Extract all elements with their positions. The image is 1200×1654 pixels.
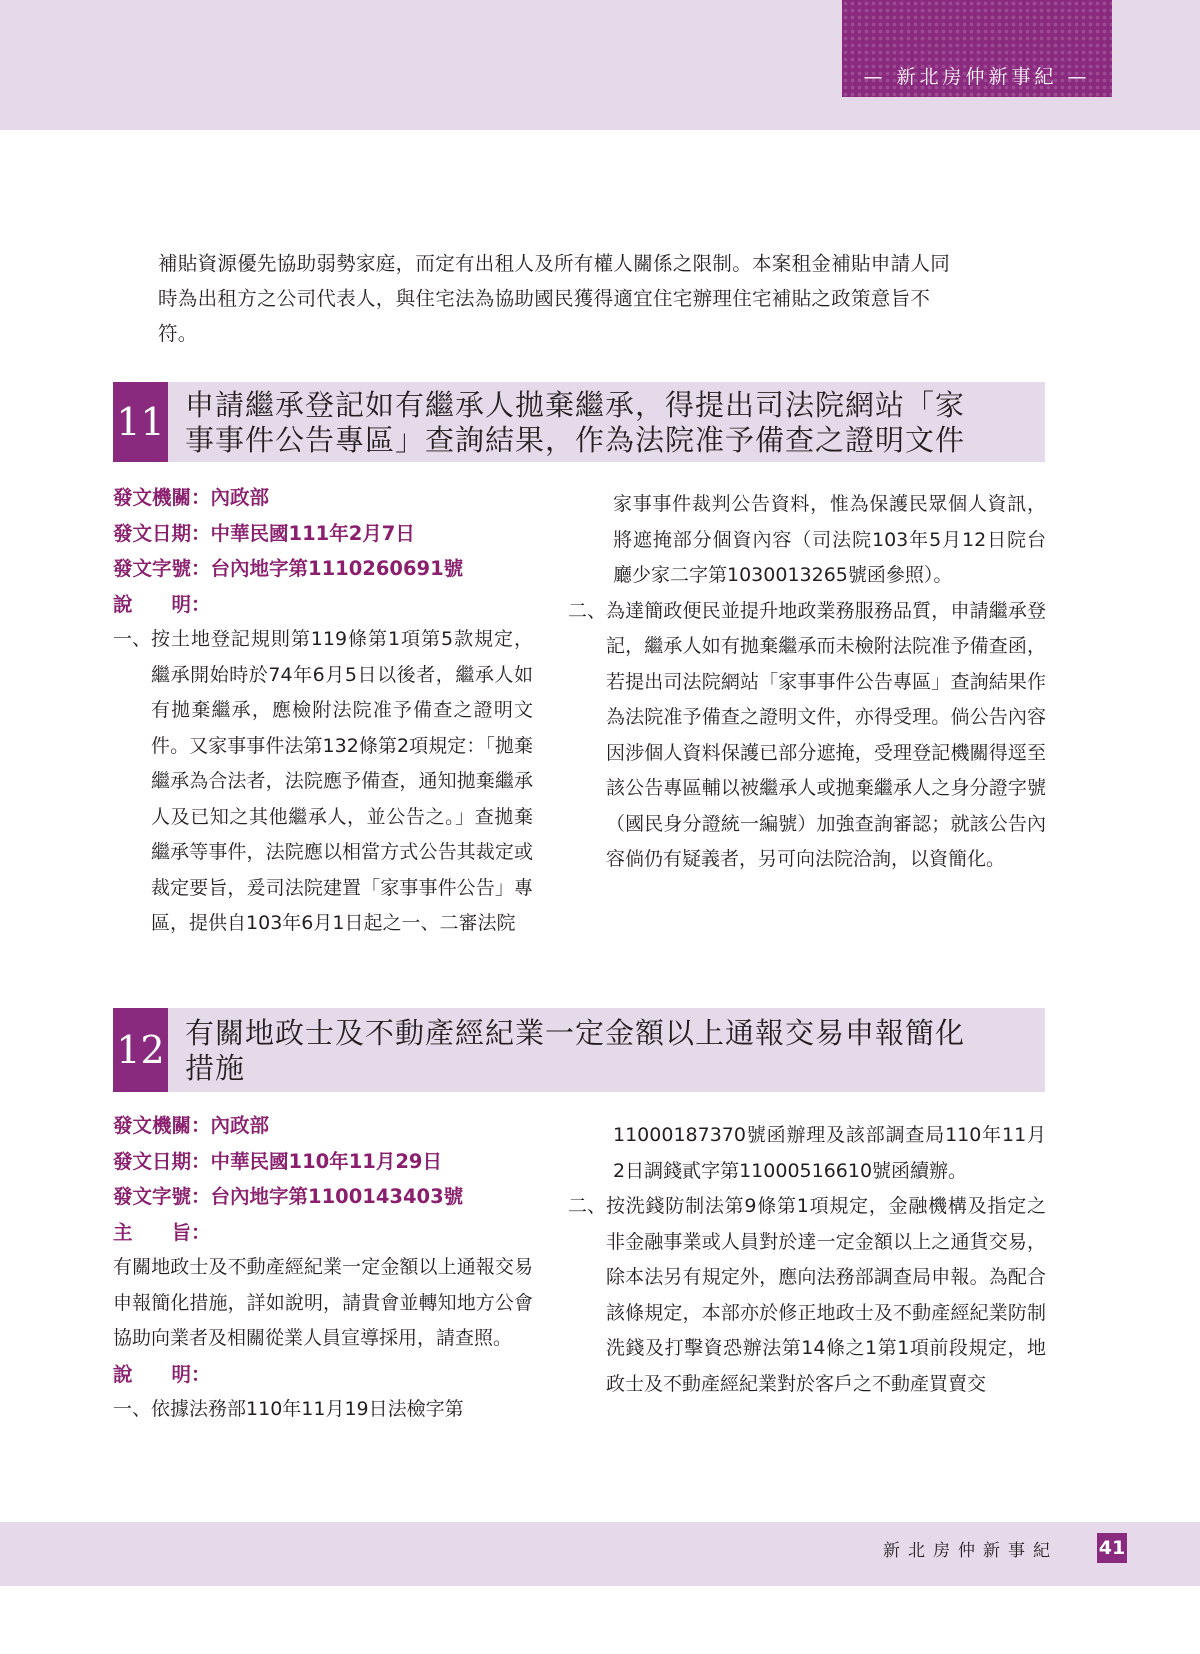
subject-label: 主 旨： [113,1220,211,1244]
item-number: 一、 [113,1398,152,1420]
list-item [113,622,533,942]
issuing-agency: 發文機關：內政部 [113,486,270,509]
continued-text: 11000187370號函辦理及該部調查局110年11月2日調錢貳字第11000516610號函續辦。 [613,1124,1046,1182]
list-item [568,594,1046,878]
item-number: 二、 [568,1195,607,1217]
intro-line: 時為出租方之公司代表人，與住宅法為協助國民獲得適宜住宅辦理住宅補貼之政策意旨不 [158,287,931,310]
section-title [185,388,1033,458]
intro-line: 補貼資源優先協助弱勢家庭，而定有出租人及所有權人關係之限制。本案租金補貼申請人同 [158,252,951,275]
section-12-header [113,1008,1045,1092]
magazine-tag [842,0,1112,97]
item-text: 按洗錢防制法第9條第1項規定，金融機構及指定之非金融事業或人員對於達一定金額以上之通貨交易，除本法另有規定外，應向法務部調查局申報。為配合該條規定，本部亦於修正地政士及不動產經紀業防制洗錢及打擊資恐辦法第14條之1第1項前段規定，地政士及不動產經紀業對於客戶之不動產買賣交 [606,1195,1046,1395]
section-title-line: 有關地政士及不動產經紀業一定金額以上通報交易申報簡化 [185,1016,966,1050]
document-number: 發文字號：台內地字第1100143403號 [113,1185,464,1208]
document-number: 發文字號：台內地字第1110260691號 [113,557,464,580]
section-number: 11 [113,382,168,462]
section-number: 12 [113,1008,168,1092]
continued-text: 家事事件裁判公告資料，惟為保護民眾個人資訊，將遮掩部分個資內容（司法院103年5月12日院台廳少家二字第1030013265號函參照）。 [613,493,1046,586]
item-number: 一、 [113,628,152,650]
section-12-right-column [568,1118,1046,1402]
intro-line: 符。 [158,322,198,345]
item-number: 二、 [568,599,607,622]
subject-text: 有關地政士及不動產經紀業一定金額以上通報交易申報簡化措施，詳如說明，請貴會並轉知地方公會協助向業者及相關從業人員宣導採用，請查照。 [113,1256,533,1349]
section-title-line: 事事件公告專區」查詢結果，作為法院准予備查之證明文件 [185,423,966,457]
issuing-agency: 發文機關：內政部 [113,1114,270,1137]
explanation-label: 說 明： [113,1362,211,1386]
issue-date: 發文日期：中華民國111年2月7日 [113,521,415,545]
section-11-right-column [568,487,1046,878]
list-item [113,1392,533,1428]
list-item [568,1189,1046,1402]
explanation-label: 說 明： [113,592,211,616]
section-11-header [113,382,1045,462]
section-11-left-column [113,480,533,942]
page-number: 41 [1097,1533,1127,1563]
item-text: 按土地登記規則第119條第1項第5款規定，繼承開始時於74年6月5日以後者，繼承人如有拋棄繼承，應檢附法院准予備查之證明文件。又家事事件法第132條第2項規定：「拋棄繼承為合法者，法院應予備查，通知拋棄繼承人及已知之其他繼承人，並公告之。」查拋棄繼承等事件，法院應以相當方式公告其裁定或裁定要旨，爰司法院建置「家事事件公告」專區，提供自103年6月1日起之一、二審法院 [151,628,533,934]
section-12-left-column [113,1108,533,1428]
item-text: 為達簡政便民並提升地政業務服務品質，申請繼承登記，繼承人如有拋棄繼承而未檢附法院准予備查函，若提出司法院網站「家事事件公告專區」查詢結果作為法院准予備查之證明文件，亦得受理。倘公告內容因涉個人資料保護已部分遮掩，受理登記機關得逕至該公告專區輔以被繼承人或拋棄繼承人之身分證字號（國民身分證統一編號）加強查詢審認；就該公告內容倘仍有疑義者，另可向法院洽詢，以資簡化。 [606,599,1046,870]
magazine-tag-text: — 新北房仲新事紀 — [863,66,1091,88]
section-title-line: 措施 [185,1051,246,1085]
footer-title: 新北房仲新事紀 [883,1541,1058,1561]
item-text: 依據法務部110年11月19日法檢字第 [151,1398,464,1420]
intro-paragraph [158,246,1048,351]
issue-date: 發文日期：中華民國110年11月29日 [113,1149,442,1173]
section-title-line: 申請繼承登記如有繼承人拋棄繼承，得提出司法院網站「家 [185,388,966,422]
section-title [185,1016,1033,1086]
